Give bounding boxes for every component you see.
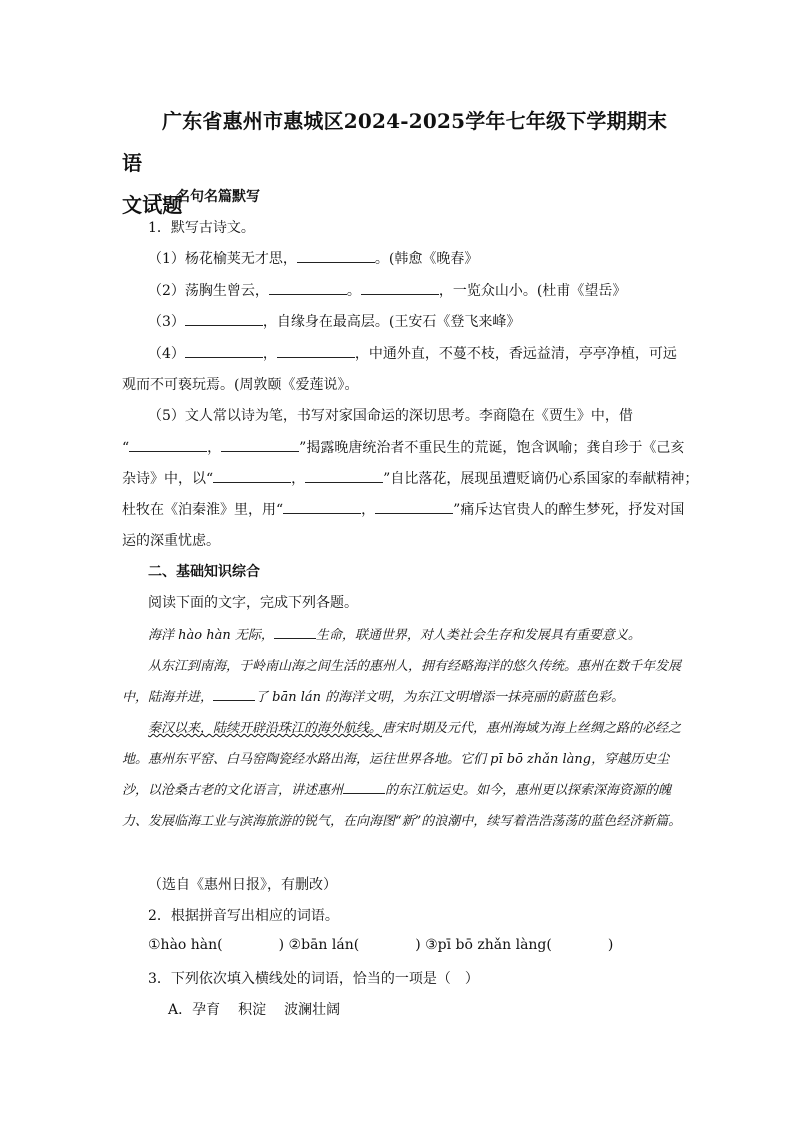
item3-source: ，自缘身在最高层。(王安石《登飞来峰》 xyxy=(262,314,521,330)
answer-blank[interactable] xyxy=(221,439,299,452)
option-a-word-3: 波澜壮阔 xyxy=(284,1002,341,1018)
q1-item-5-line-2 xyxy=(122,437,684,457)
pinyin-1: ①hào hàn( xyxy=(148,937,223,953)
item5-text: ”自比落花，展现虽遭贬谪仍心系国家的奉献精神； xyxy=(383,471,699,487)
answer-blank[interactable] xyxy=(213,688,255,701)
answer-blank[interactable] xyxy=(277,345,355,358)
answer-blank[interactable] xyxy=(129,439,207,452)
passage-paragraph-1 xyxy=(122,620,682,651)
q1-item-1 xyxy=(148,248,478,268)
q1-item-5-line-4 xyxy=(122,499,684,519)
item5-text: ”痛斥达官贵人的醉生梦死，抒发对国 xyxy=(453,502,685,518)
q1-item-2 xyxy=(148,280,626,300)
question-2: 2．根据拼音写出相应的词语。 xyxy=(148,908,339,924)
answer-blank[interactable] xyxy=(269,282,347,295)
answer-blank[interactable] xyxy=(375,501,453,514)
title-line-2: 文试题 xyxy=(122,193,183,217)
passage-paragraph-2 xyxy=(122,651,682,713)
passage-text: 的东江航运史。如今，惠州更以探索深海资源的魄力、发展临海工业与滨海旅游的锐气，在向海图“新”的浪潮中，续写着浩浩荡荡的蓝色经济新篇。 xyxy=(122,783,682,829)
reading-intro: 阅读下面的文字，完成下列各题。 xyxy=(148,595,358,611)
q1-item-5-line-1: （5）文人常以诗为笔，书写对家国命运的深切思考。李商隐在《贾生》中，借 xyxy=(148,408,633,424)
item3-label: （3） xyxy=(148,314,185,330)
question-2-answers xyxy=(148,937,613,953)
wavy-underlined-sentence: 秦汉以来，陆续开辟沿珠江的海外航线。 xyxy=(148,721,383,736)
q1-item-5-line-5: 运的深重忧虑。 xyxy=(122,533,220,549)
option-a[interactable] xyxy=(168,999,358,1019)
pinyin-3: ) ③pī bō zhǎn làng( xyxy=(415,937,552,953)
item2-source: ，一览众山小。(杜甫《望岳》 xyxy=(438,283,627,299)
q1-item-4-cont: 观而不可亵玩焉。(周敦颐《爱莲说》。 xyxy=(122,377,359,393)
answer-blank[interactable] xyxy=(361,282,439,295)
passage-text: 海洋 hào hàn 无际， xyxy=(148,628,274,643)
q1-item-4 xyxy=(148,343,677,363)
question-1: 1．默写古诗文。 xyxy=(148,220,255,236)
reading-passage xyxy=(122,620,682,837)
answer-blank[interactable] xyxy=(274,626,316,639)
answer-blank[interactable] xyxy=(343,781,385,794)
passage-text: 了 bān lán 的海洋文明，为东江文明增添一抹亮丽的蔚蓝色彩。 xyxy=(255,690,625,705)
item5-text: 杂诗》中，以“ xyxy=(122,471,214,487)
option-a-word-2: 积淀 xyxy=(238,1002,267,1018)
item4-label: （4） xyxy=(148,346,185,362)
item1-source: 。(韩愈《晚春》 xyxy=(374,251,479,267)
item5-text: 杜牧在《泊秦淮》里，用“ xyxy=(122,502,284,518)
passage-source: （选自《惠州日报》，有删改） xyxy=(148,877,337,893)
answer-blank[interactable] xyxy=(185,313,263,326)
q1-item-3 xyxy=(148,311,520,331)
passage-text: 从东江到南海，于岭南山海之间生活的惠州人，拥有经略海洋的悠久传统。惠州在数千年发展中，陆海并进， xyxy=(122,659,682,705)
item5-text: ”揭露晚唐统治者不重民生的荒诞，饱含讽喻；龚自珍于《己亥 xyxy=(299,440,685,456)
item4-text: ，中通外直，不蔓不枝，香远益清，亭亭净植，可远 xyxy=(354,346,677,362)
close-paren: ) xyxy=(607,937,614,953)
title-line-1: 广东省惠州市惠城区2024-2025学年七年级下学期期末语 xyxy=(122,109,668,175)
answer-blank[interactable] xyxy=(283,501,361,514)
item1-text: （1）杨花榆荚无才思， xyxy=(148,251,297,267)
punct: ， xyxy=(291,471,306,487)
answer-blank[interactable] xyxy=(185,345,263,358)
quote-mark: “ xyxy=(122,440,130,456)
item4-punct: ， xyxy=(262,346,277,362)
answer-blank[interactable] xyxy=(305,470,383,483)
passage-paragraph-3 xyxy=(122,713,682,837)
item2-text: （2）荡胸生曾云， xyxy=(148,283,269,299)
page-title xyxy=(122,100,682,226)
answer-blank[interactable] xyxy=(213,470,291,483)
pinyin-2: ) ②bān lán( xyxy=(278,937,360,953)
q1-item-5-line-3 xyxy=(122,468,698,488)
option-a-word-1: A．孕育 xyxy=(168,1002,221,1018)
item2-punct: 。 xyxy=(346,283,361,299)
section-heading-1: 一、名句名篇默写 xyxy=(148,189,260,205)
passage-text: 唐宋时期及元代，惠州海域为海上丝绸之路的必经之地。惠州东平窑、白马窑陶瓷经水路出海，运往世界各地。它们 pī bō zhǎn làng，穿越历史尘沙，以沧桑古老的文化语言，讲述惠州 xyxy=(122,721,682,798)
punct: ， xyxy=(207,440,222,456)
punct: ， xyxy=(361,502,376,518)
section-heading-2: 二、基础知识综合 xyxy=(148,564,260,580)
question-3: 3．下列依次填入横线处的词语，恰当的一项是（ ） xyxy=(148,971,479,987)
passage-text: 生命，联通世界，对人类社会生存和发展具有重要意义。 xyxy=(315,628,641,643)
answer-blank[interactable] xyxy=(297,250,375,263)
